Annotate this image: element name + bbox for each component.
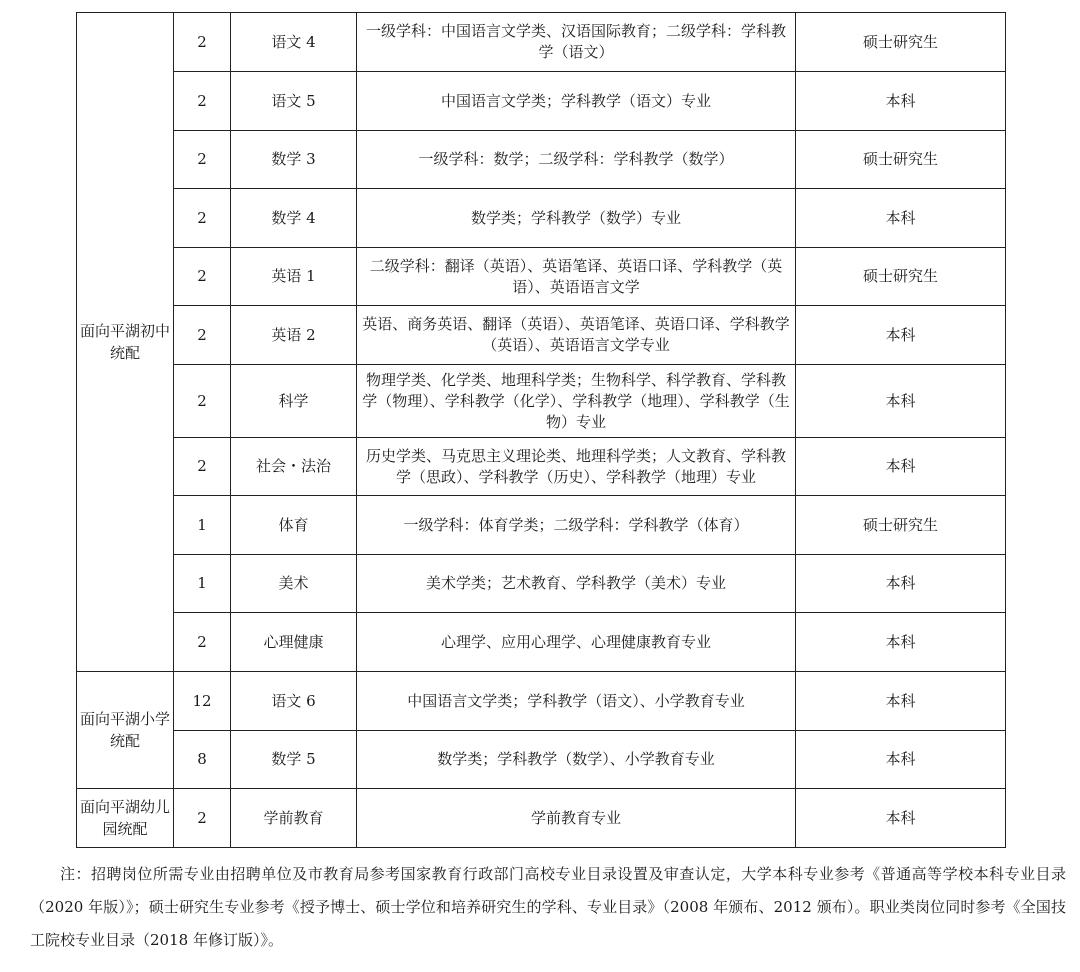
subject-cell: 语文 4: [231, 13, 357, 72]
subject-cell: 科学: [231, 365, 357, 438]
degree-cell: 本科: [796, 189, 1006, 248]
count-cell: 1: [174, 496, 231, 555]
degree-cell: 硕士研究生: [796, 13, 1006, 72]
count-cell: 2: [174, 131, 231, 189]
unit-cell: 面向平湖小学统配: [77, 672, 174, 789]
table-row: [77, 248, 1006, 306]
table-row: [77, 613, 1006, 672]
major-cell: 中国语言文学类；学科教学（语文）专业: [357, 72, 796, 131]
recruitment-table: [76, 12, 1006, 848]
subject-cell: 数学 3: [231, 131, 357, 189]
table-row: [77, 189, 1006, 248]
major-cell: 英语、商务英语、翻译（英语）、英语笔译、英语口译、学科教学（英语）、英语语言文学专业: [357, 306, 796, 365]
degree-cell: 硕士研究生: [796, 131, 1006, 189]
degree-cell: 本科: [796, 438, 1006, 496]
degree-cell: 本科: [796, 613, 1006, 672]
table-row: [77, 672, 1006, 731]
degree-cell: 本科: [796, 731, 1006, 789]
count-cell: 2: [174, 189, 231, 248]
major-cell: 一级学科：体育学类；二级学科：学科教学（体育）: [357, 496, 796, 555]
count-cell: 2: [174, 72, 231, 131]
subject-cell: 学前教育: [231, 789, 357, 848]
degree-cell: 硕士研究生: [796, 248, 1006, 306]
subject-cell: 心理健康: [231, 613, 357, 672]
table-row: [77, 496, 1006, 555]
table-row: [77, 438, 1006, 496]
count-cell: 2: [174, 306, 231, 365]
major-cell: 数学类；学科教学（数学）、小学教育专业: [357, 731, 796, 789]
subject-cell: 数学 4: [231, 189, 357, 248]
major-cell: 历史学类、马克思主义理论类、地理科学类；人文教育、学科教学（思政）、学科教学（历史）、学科教学（地理）专业: [357, 438, 796, 496]
table-row: [77, 731, 1006, 789]
subject-cell: 数学 5: [231, 731, 357, 789]
major-cell: 学前教育专业: [357, 789, 796, 848]
major-cell: 物理学类、化学类、地理科学类；生物科学、科学教育、学科教学（物理）、学科教学（化学）、学科教学（地理）、学科教学（生物）专业: [357, 365, 796, 438]
major-cell: 心理学、应用心理学、心理健康教育专业: [357, 613, 796, 672]
table-row: [77, 72, 1006, 131]
count-cell: 1: [174, 555, 231, 613]
subject-cell: 美术: [231, 555, 357, 613]
count-cell: 8: [174, 731, 231, 789]
major-cell: 二级学科：翻译（英语）、英语笔译、英语口译、学科教学（英语）、英语语言文学: [357, 248, 796, 306]
subject-cell: 语文 6: [231, 672, 357, 731]
subject-cell: 体育: [231, 496, 357, 555]
degree-cell: 本科: [796, 789, 1006, 848]
footnote: 注：招聘岗位所需专业由招聘单位及市教育局参考国家教育行政部门高校专业目录设置及审查认定，大学本科专业参考《普通高等学校本科专业目录（2020 年版）》；硕士研究生专业参考《授予博士、硕士学位和培养研究生的学科、专业目录》（2008 年颁布、2012 颁布）。职业类岗位同时参考《全国技工院校专业目录（2018 年修订版）》。: [30, 865, 1066, 949]
major-cell: 中国语言文学类；学科教学（语文）、小学教育专业: [357, 672, 796, 731]
major-cell: 一级学科：数学；二级学科：学科教学（数学）: [357, 131, 796, 189]
table-row: [77, 306, 1006, 365]
count-cell: 2: [174, 438, 231, 496]
table-row: [77, 555, 1006, 613]
subject-cell: 社会・法治: [231, 438, 357, 496]
table-row: [77, 365, 1006, 438]
subject-cell: 英语 2: [231, 306, 357, 365]
degree-cell: 本科: [796, 672, 1006, 731]
degree-cell: 本科: [796, 306, 1006, 365]
major-cell: 一级学科：中国语言文学类、汉语国际教育；二级学科：学科教学（语文）: [357, 13, 796, 72]
major-cell: 数学类；学科教学（数学）专业: [357, 189, 796, 248]
count-cell: 12: [174, 672, 231, 731]
unit-cell: 面向平湖幼儿园统配: [77, 789, 174, 848]
degree-cell: 本科: [796, 555, 1006, 613]
count-cell: 2: [174, 789, 231, 848]
unit-cell: 面向平湖初中统配: [77, 13, 174, 672]
table-row: [77, 13, 1006, 72]
degree-cell: 本科: [796, 72, 1006, 131]
count-cell: 2: [174, 13, 231, 72]
count-cell: 2: [174, 613, 231, 672]
degree-cell: 本科: [796, 365, 1006, 438]
subject-cell: 语文 5: [231, 72, 357, 131]
table-row: [77, 131, 1006, 189]
subject-cell: 英语 1: [231, 248, 357, 306]
count-cell: 2: [174, 248, 231, 306]
degree-cell: 硕士研究生: [796, 496, 1006, 555]
major-cell: 美术学类；艺术教育、学科教学（美术）专业: [357, 555, 796, 613]
table-row: [77, 789, 1006, 848]
count-cell: 2: [174, 365, 231, 438]
